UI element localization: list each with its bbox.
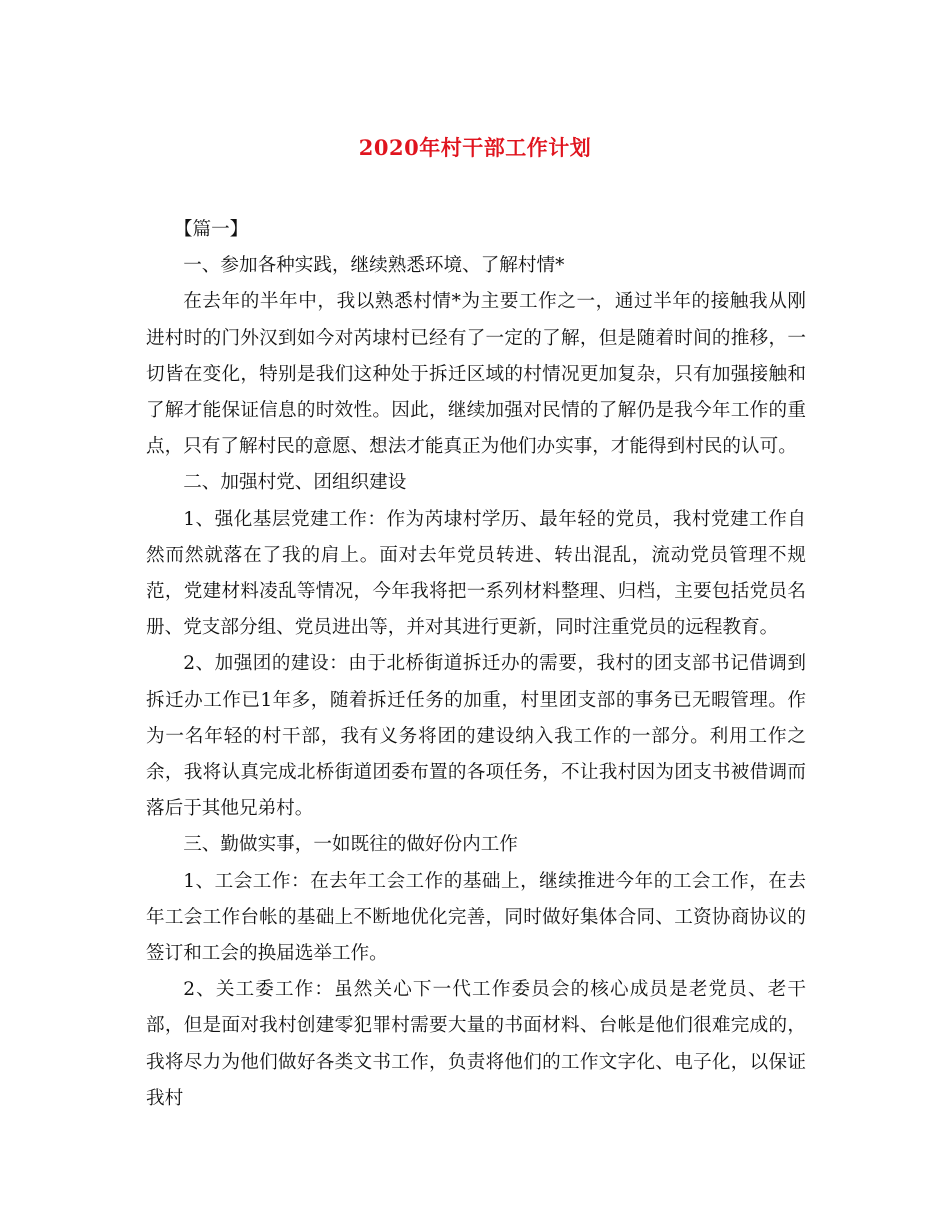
paragraph: 1、工会工作：在去年工会工作的基础上，继续推进今年的工会工作，在去年工会工作台帐的基础上不断地优化完善，同时做好集体合同、工资协商协议的签订和工会的换届选举工作。 — [146, 870, 806, 965]
heading-3: 三、勤做实事，一如既往的做好份内工作 — [183, 834, 518, 856]
paragraph: 2、关工委工作：虽然关心下一代工作委员会的核心成员是老党员、老干部，但是面对我村创建零犯罪村需要大量的书面材料、台帐是他们很难完成的，我将尽力为他们做好各类文书工作，负责将他们的工作文字化、电子化，以保证我村 — [146, 979, 806, 1109]
paragraph: 1、强化基层党建工作：作为芮埭村学历、最年轻的党员，我村党建工作自然而然就落在了我的肩上。面对去年党员转进、转出混乱，流动党员管理不规范，党建材料凌乱等情况，今年我将把一系列材料整理、归档，主要包括党员名册、党支部分组、党员进出等，并对其进行更新，同时注重党员的远程教育。 — [146, 508, 806, 639]
section-tag: 【篇一】 — [173, 219, 249, 240]
document-title: 2020年村干部工作计划 — [358, 135, 592, 160]
paragraph: 2、加强团的建设：由于北桥街道拆迁办的需要，我村的团支部书记借调到拆迁办工作已1年多，随着拆迁任务的加重，村里团支部的事务已无暇管理。作为一名年轻的村干部，我有义务将团的建设纳入我工作的一部分。利用工作之余，我将认真完成北桥街道团委布置的各项任务，不让我村因为团支书被借调而落后于其他兄弟村。 — [146, 653, 806, 820]
heading-2: 二、加强村党、团组织建设 — [183, 472, 407, 494]
heading-1: 一、参加各种实践，继续熟悉环境、了解村情* — [183, 255, 565, 277]
document-body — [146, 212, 806, 1117]
paragraph: 在去年的半年中，我以熟悉村情*为主要工作之一，通过半年的接触我从刚进村时的门外汉到如今对芮埭村已经有了一定的了解，但是随着时间的推移，一切皆在变化，特别是我们这种处于拆迁区域的村情况更加复杂，只有加强接触和了解才能保证信息的时效性。因此，继续加强对民情的了解仍是我今年工作的重点，只有了解村民的意愿、想法才能真正为他们办实事，才能得到村民的认可。 — [146, 291, 806, 458]
